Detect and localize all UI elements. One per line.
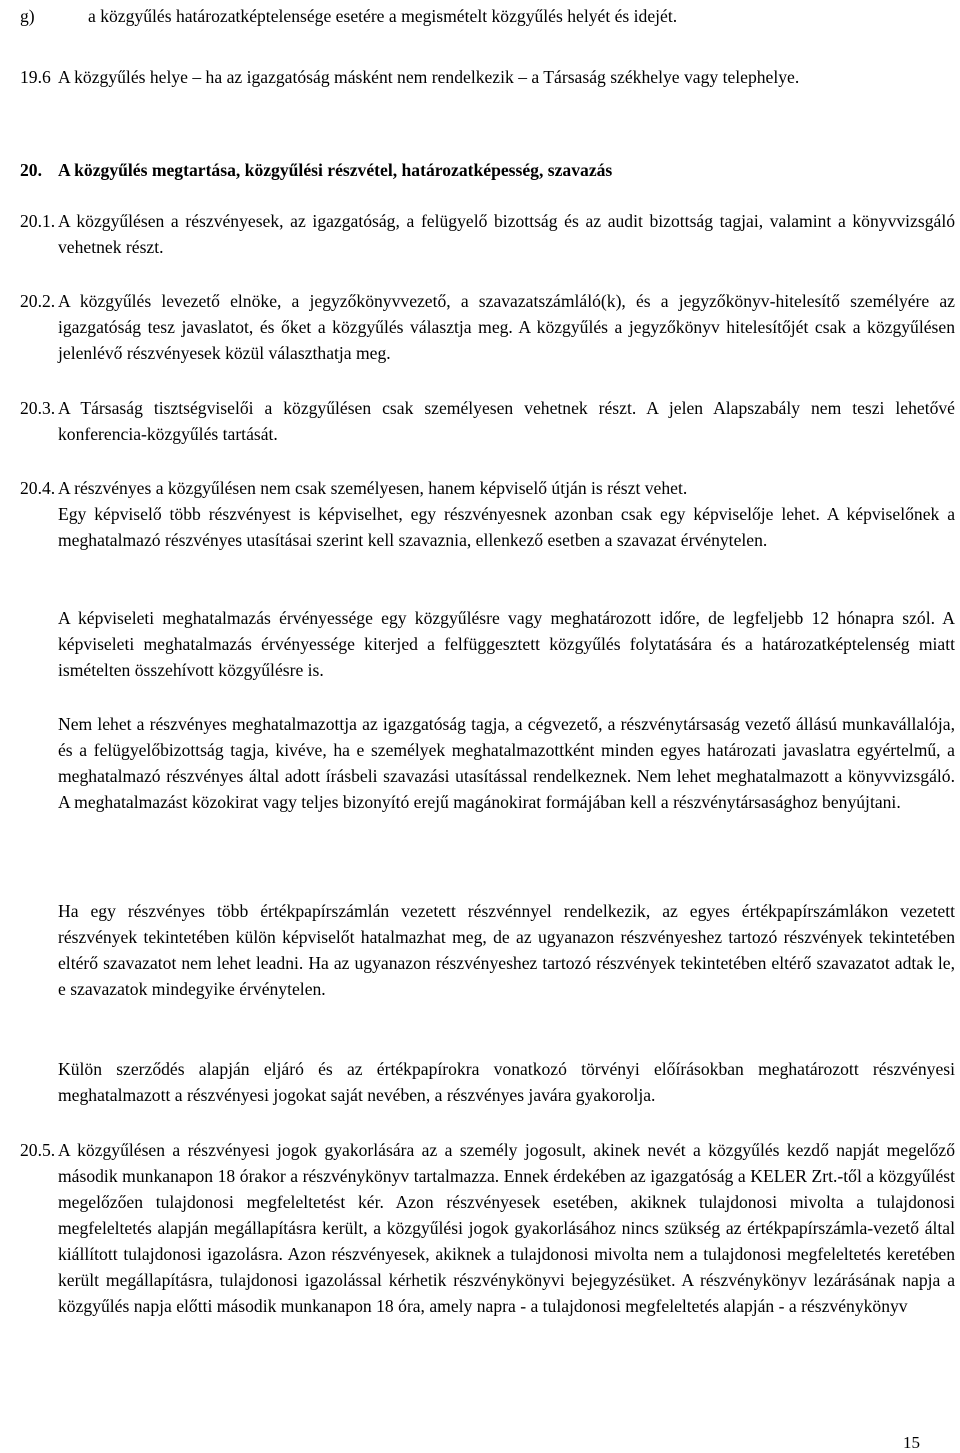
section-text: A közgyűlésen a részvényesi jogok gyakorlására az a személy jogosult, akinek nevét a közgyűlés kezdő napját megelőző második munkanapon 18 órakor a részvénykönyv tartalmazza. Ennek érdekében az igazgatóság a KELER Zrt.-től a közgyűlést megelőzően tulajdonosi megfeleltetést kér. Azon részvényesek esetében, akiknek tulajdonosi mivolta a tulajdonosi megfeleltetés alapján megállapításra került, a közgyűlési jogok gyakorlásához nincs szükség az értékpapírszámla-vezető által kiállított tulajdonosi igazolásra. Azon részvényesek, akiknek a tulajdonosi mivolta nem a tulajdonosi megfeleltetés keretében került megállapításra, tulajdonosi igazolással kérhetik részvénykönyvi bejegyzésüket. A részvénykönyv lezárásának napja a közgyűlés napja előtti második munkanapon 18 óra, amely napra - a tulajdonosi megfeleltetés alapján - a részvénykönyv (58, 1140, 955, 1316)
section-text: A Társaság tisztségviselői a közgyűlésen csak személyesen vehetnek részt. A jelen Alapszabály nem teszi lehetővé konferencia-közgyűlés tartását. (58, 398, 955, 444)
section-number: 20.5. (20, 1140, 56, 1160)
list-item-label: g) (20, 6, 35, 26)
section-number: 20. (20, 160, 42, 180)
section-heading: A közgyűlés megtartása, közgyűlési részvétel, határozatképesség, szavazás (58, 160, 613, 180)
section-number: 19.6 (20, 67, 51, 87)
section-number: 20.3. (20, 398, 56, 418)
page-number: 15 (903, 1433, 920, 1452)
paragraph: Nem lehet a részvényes meghatalmazottja az igazgatóság tagja, a cégvezető, a részvénytársaság vezető állású munkavállalója, és a felügyelőbizottság tagja, kivéve, ha e személyek meghatalmazottként minden egyes határozati javaslatra egyértelmű, a meghatalmazó részvényes által adott írásbeli szavazási utasítással rendelkeznek. Nem lehet meghatalmazott a könyvvizsgáló. A meghatalmazást közokirat vagy teljes bizonyító erejű magánokirat formájában kell a részvénytársasághoz benyújtani. (58, 714, 955, 812)
list-item-text: a közgyűlés határozatképtelensége esetére a megismételt közgyűlés helyét és idejét. (88, 6, 678, 26)
section-number: 20.4. (20, 478, 56, 498)
section-text: A közgyűlés helye – ha az igazgatóság másként nem rendelkezik – a Társaság székhelye vagy telephelye. (58, 67, 800, 87)
paragraph: Külön szerződés alapján eljáró és az értékpapírokra vonatkozó törvényi előírásokban meghatározott részvényesi meghatalmazott a részvényesi jogokat saját nevében, a részvényes javára gyakorolja. (58, 1059, 955, 1105)
section-number: 20.2. (20, 291, 56, 311)
section-text: A közgyűlés levezető elnöke, a jegyzőkönyvvezető, a szavazatszámláló(k), és a jegyzőkönyv-hitelesítő személyére az igazgatóság tesz javaslatot, és őket a közgyűlés választja meg. A közgyűlés a jegyzőkönyv hitelesítőjét csak a közgyűlésen jelenlévő részvényesek közül választhatja meg. (58, 291, 955, 363)
section-text: A közgyűlésen a részvényesek, az igazgatóság, a felügyelő bizottság és az audit bizottság tagjai, valamint a könyvvizsgáló vehetnek részt. (58, 211, 955, 257)
section-number: 20.1. (20, 211, 56, 231)
section-text: A részvényes a közgyűlésen nem csak személyesen, hanem képviselő útján is részt vehet. (58, 478, 688, 498)
paragraph: A képviseleti meghatalmazás érvényessége egy közgyűlésre vagy meghatározott időre, de legfeljebb 12 hónapra szól. A képviseleti meghatalmazás érvényessége kiterjed a felfüggesztett közgyűlés folytatására és a határozatképtelenség miatt ismételten összehívott közgyűlésre is. (58, 608, 955, 680)
section-text: Egy képviselő több részvényest is képviselhet, egy részvényesnek azonban csak egy képviselője lehet. A képviselőnek a meghatalmazó részvényes utasításai szerint kell szavaznia, ellenkező esetben a szavazat érvénytelen. (58, 504, 955, 550)
paragraph: Ha egy részvényes több értékpapírszámlán vezetett részvénnyel rendelkezik, az egyes értékpapírszámlákon vezetett részvények tekintetében külön képviselőt hatalmazhat meg, de az ugyanazon részvényeshez tartozó részvények tekintetében eltérő szavazatot nem lehet leadni. Ha az ugyanazon részvényeshez tartozó részvények tekintetében eltérő szavazatot adtak le, e szavazatok mindegyike érvénytelen. (58, 901, 955, 999)
